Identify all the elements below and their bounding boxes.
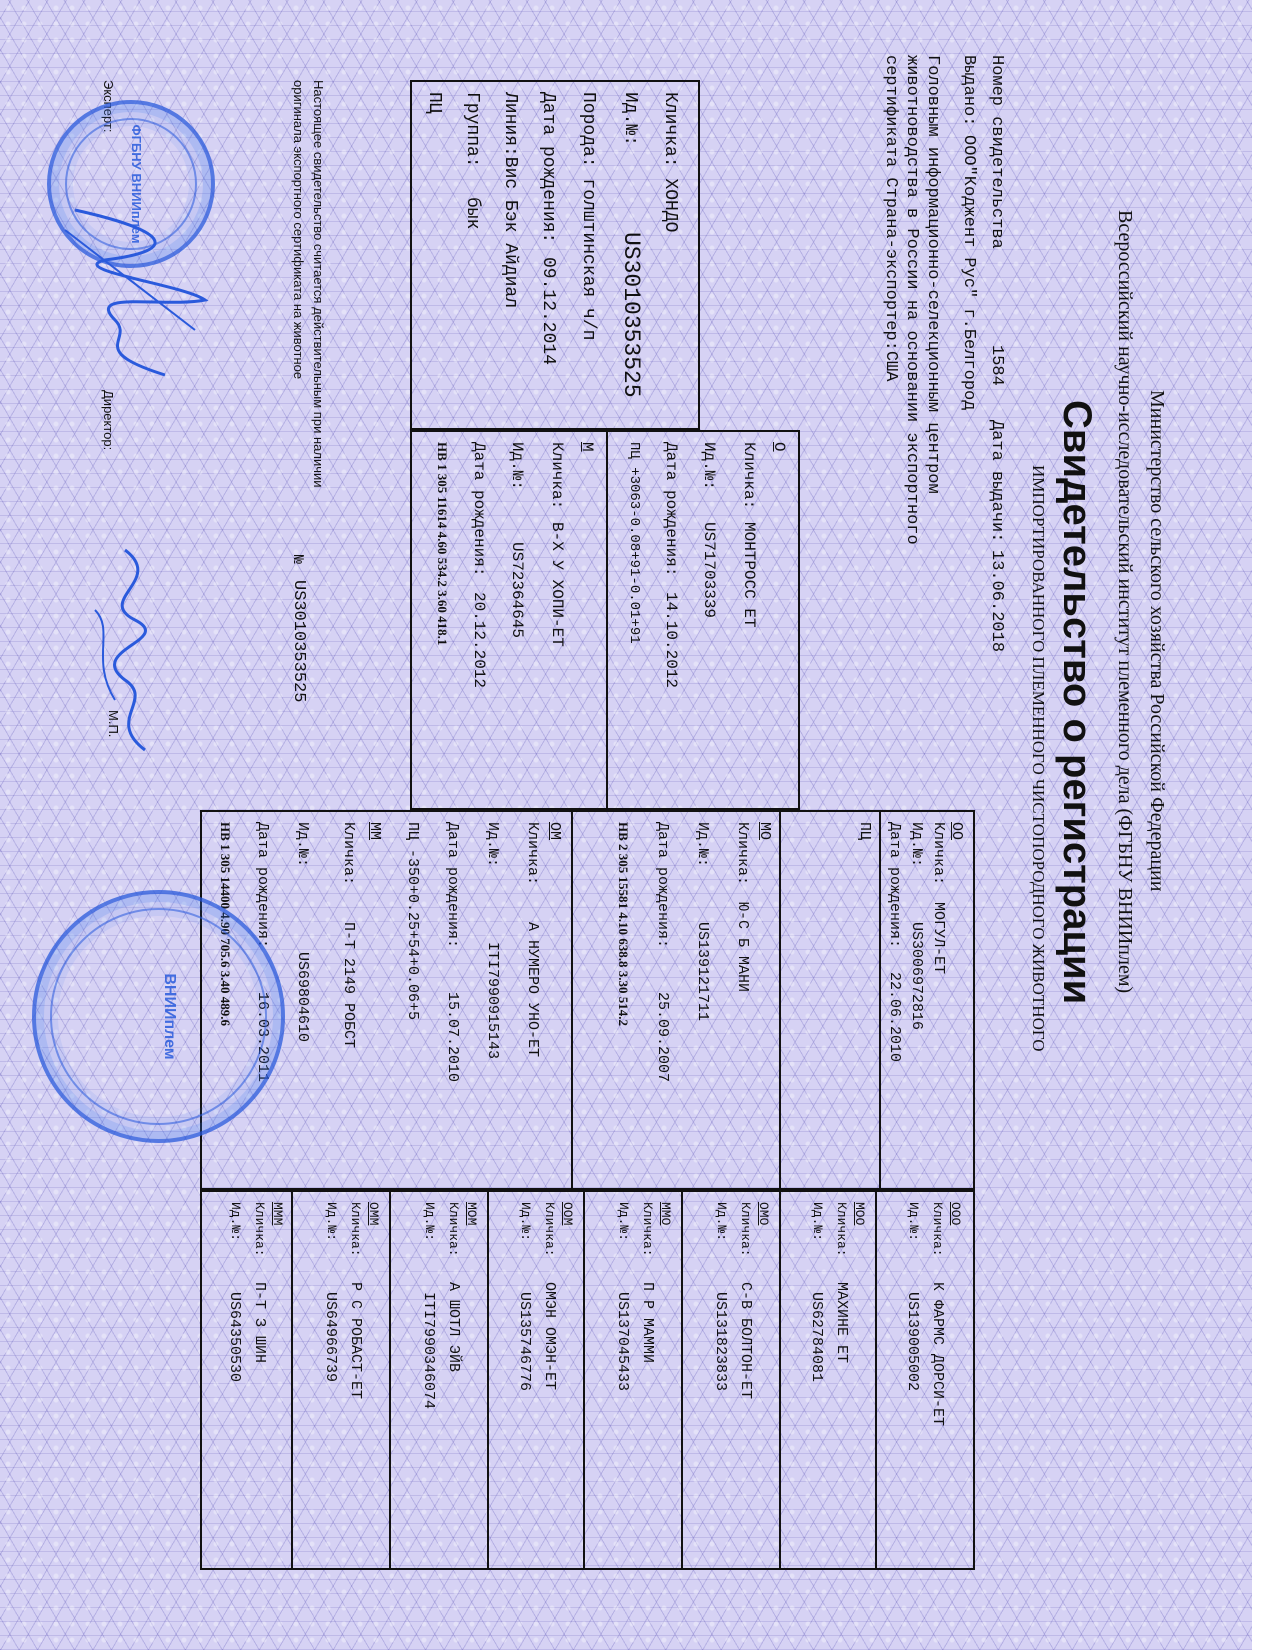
father-tag: О [770,442,788,452]
animal-cell [412,82,698,428]
validity-note-line-2: оригинала экспортного сертификата на животное [291,80,306,380]
father-pi: ПЦ +3063-0.08+91-0.01+91 [626,442,642,644]
animal-breed: Порода: голштинская ч/п [578,92,598,341]
mm-birth-date: 16.03.2011 [254,992,271,1083]
animal-group-label: Группа: [462,92,482,168]
omo-name-label: Кличка: [738,1202,753,1257]
large-stamp-text: ВНИИплем [161,973,179,1060]
parents-box [410,430,800,810]
director-signature-icon [65,540,185,760]
omm-id-label: Ид.№: [324,1202,339,1242]
oom-id: US135746776 [516,1292,533,1392]
mm-birth-label: Дата рождения: [254,822,271,949]
mother-birth-date: 20.12.2012 [470,592,488,689]
mo-birth-label: Дата рождения: [654,822,671,949]
mo-cell [573,812,781,1188]
oo-id: US3006972816 [908,922,925,1031]
mom-name: А ШОТЛ ЭЙВ [445,1282,462,1373]
omm-tag: ОММ [366,1202,381,1226]
moo-name-label: Кличка: [834,1202,849,1257]
document-title: Свидетельство о регистрации [1055,400,1099,1005]
mmo-cell [585,1192,683,1568]
mm-name: П-Т 2149 РОБСТ [340,922,357,1049]
om-id: ITI7990915143 [484,942,501,1060]
om-pi: ПЦ -350+0.25+54+0.06+5 [404,822,421,1021]
registration-certificate [5,20,1245,1620]
moo-name: МАХИНЕ ЕТ [833,1282,850,1364]
father-name-label: Кличка: [740,442,758,510]
ooo-name: К ФАРМС ДОРСИ-ЕТ [929,1282,946,1427]
issuing-center-line-1: Головным информационно-селекционным центром [923,55,942,494]
oo-name: МОГУЛ-ЕТ [930,902,947,975]
mm-milk-record: НВ 1 305 14400 4.90 705.6 3.40 489.6 [218,822,233,1027]
ooo-id: US139005002 [904,1292,921,1392]
certificate-number-label: Номер свидетельства [987,55,1006,249]
export-cert-number: US3010353525 [289,580,308,703]
issue-date-label: Дата выдачи: [987,420,1006,543]
expert-signature-icon [45,190,225,390]
mmm-name-label: Кличка: [252,1202,267,1257]
mo-birth-date: 25.09.2007 [654,992,671,1083]
great-grandparents-box [200,1190,975,1570]
omm-name: Р С РОБАСТ-ЕТ [347,1282,364,1400]
issuing-center-line-2: животноводства в России на основании экспортного [902,55,921,545]
mom-name-label: Кличка: [446,1202,461,1257]
ooo-name-label: Кличка: [930,1202,945,1257]
mm-tag: ММ [366,822,383,841]
mother-birth-label: Дата рождения: [470,442,488,577]
mmo-name: П Р МАММИ [639,1282,656,1364]
om-birth-label: Дата рождения: [444,822,461,949]
mo-id: US139121711 [694,922,711,1022]
father-id: US71703339 [700,522,718,619]
father-birth-date: 14.10.2012 [662,592,680,689]
moo-cell [781,1192,877,1568]
expert-label: Эксперт: [101,80,116,133]
mom-cell [391,1192,489,1568]
mmo-tag: ММО [658,1202,673,1226]
moo-tag: МОО [852,1202,867,1226]
oo-tag: ОО [948,822,965,841]
oo-birth-date: 22.06.2010 [886,972,903,1063]
mm-name-label: Кличка: [340,822,357,886]
large-round-stamp [32,890,285,1143]
mmm-id-label: Ид.№: [228,1202,243,1242]
animal-pi: ПЦ [424,92,444,114]
oo-pi: ПЦ [856,822,873,841]
oo-birth-label: Дата рождения: [886,822,903,949]
oom-cell [489,1192,585,1568]
mother-milk-record: НВ 1 305 11614 4.60 534.2 3.60 418.1 [435,442,450,646]
mo-name: Ю-С Б МАНИ [734,902,751,993]
certificate-number: 1584 [987,345,1006,386]
document-subtitle: ИМПОРТИРОВАННОГО ПЛЕМЕННОГО ЧИСТОПОРОДНОГО ЖИВОТНОГО [1029,465,1048,1052]
ooo-cell [877,1192,973,1568]
omm-cell [293,1192,391,1568]
animal-box [410,80,700,430]
director-label: Директор: [101,390,116,451]
mmm-name: П-Т З ШИН [251,1282,268,1364]
oom-id-label: Ид.№: [518,1202,533,1242]
omm-id: US64966739 [322,1292,339,1383]
father-id-label: Ид.№: [700,442,718,491]
animal-group: бык [462,197,482,230]
issued-to-label: Выдано: [959,55,978,127]
father-birth-label: Дата рождения: [662,442,680,577]
mother-name: В-Х У ХОПИ-ЕТ [548,522,566,647]
grandparents-box [200,810,975,1190]
father-cell [608,432,798,808]
oo-cell [881,812,973,1188]
om-id-label: Ид.№: [484,822,501,868]
moo-id: US62784081 [808,1292,825,1383]
ooo-id-label: Ид.№: [906,1202,921,1242]
mmm-cell [202,1192,293,1568]
oom-name-label: Кличка: [542,1202,557,1257]
om-name: А НУМЕРО УНО-ЕТ [524,922,541,1058]
animal-id-label: Ид.№: [620,92,640,147]
om-tag: ОМ [546,822,563,841]
moo-id-label: Ид.№: [810,1202,825,1242]
mother-id-label: Ид.№: [508,442,526,491]
mother-id: US72364645 [508,542,526,639]
export-cert-label: № [289,555,306,565]
mmm-tag: МММ [270,1202,285,1226]
ooo-tag: ООО [948,1202,963,1226]
omo-tag: ОМО [756,1202,771,1226]
mmo-name-label: Кличка: [640,1202,655,1257]
oo-pi-cell [781,812,881,1188]
mother-cell [412,432,606,808]
omm-name-label: Кличка: [348,1202,363,1257]
issuing-center-line-3: сертификата Страна-экспортер:США [881,55,900,382]
mom-id-label: Ид.№: [422,1202,437,1242]
issue-date: 13.06.2018 [987,550,1006,653]
mm-id-label: Ид.№: [294,822,311,868]
mmm-id: US64350530 [226,1292,243,1383]
validity-note-line-1: Настоящее свидетельство считается действительным при наличии [311,80,326,488]
omo-name: С-В БОЛТОН-ЕТ [737,1282,754,1400]
omo-cell [683,1192,781,1568]
animal-line: Линия:Вис Бэк Айдиал [500,92,520,309]
mo-milk-record: НВ 2 305 15581 4.10 638.8 3.30 514.2 [616,822,631,1027]
mom-tag: МОМ [464,1202,479,1226]
animal-id: US3010353525 [618,232,644,398]
animal-name: Кличка: ХОНДО [660,92,680,233]
oo-name-label: Кличка: [930,822,947,886]
animal-birth-label: Дата рождения: [538,92,558,244]
page-edge [1252,0,1276,1650]
institute-line: Всероссийский научно-исследовательский институт племенного дела (ФГБНУ ВНИИплем) [1114,210,1136,994]
issued-to: ООО"Коджент Рус" г.Белгород [959,135,978,411]
mp-label: М.П. [106,710,121,738]
omo-id-label: Ид.№: [714,1202,729,1242]
mmo-id-label: Ид.№: [616,1202,631,1242]
omo-id: US131823833 [712,1292,729,1392]
mo-id-label: Ид.№: [694,822,711,868]
mother-name-label: Кличка: [548,442,566,510]
om-name-label: Кличка: [524,822,541,886]
mo-name-label: Кличка: [734,822,751,886]
ministry-line: Министерство сельского хозяйства Российской Федерации [1146,390,1168,892]
animal-birth-date: 09.12.2014 [538,257,558,366]
large-stamp-ring [50,908,267,1125]
om-cell [391,812,571,1188]
mom-id: ITI7990346074 [420,1292,437,1410]
mother-tag: М [578,442,596,452]
mm-id: US69804610 [294,952,311,1043]
father-name: МОНТРОСС ЕТ [740,522,758,628]
oo-id-label: Ид.№: [908,822,925,868]
oom-tag: ООМ [560,1202,575,1226]
small-stamp-text: ФГБНУ ВНИИплем [128,124,144,244]
mmo-id: US137045433 [614,1292,631,1392]
om-birth-date: 15.07.2010 [444,992,461,1083]
mo-tag: МО [756,822,773,841]
oom-name: ОМЭН ОМЭН-ЕТ [541,1282,558,1391]
